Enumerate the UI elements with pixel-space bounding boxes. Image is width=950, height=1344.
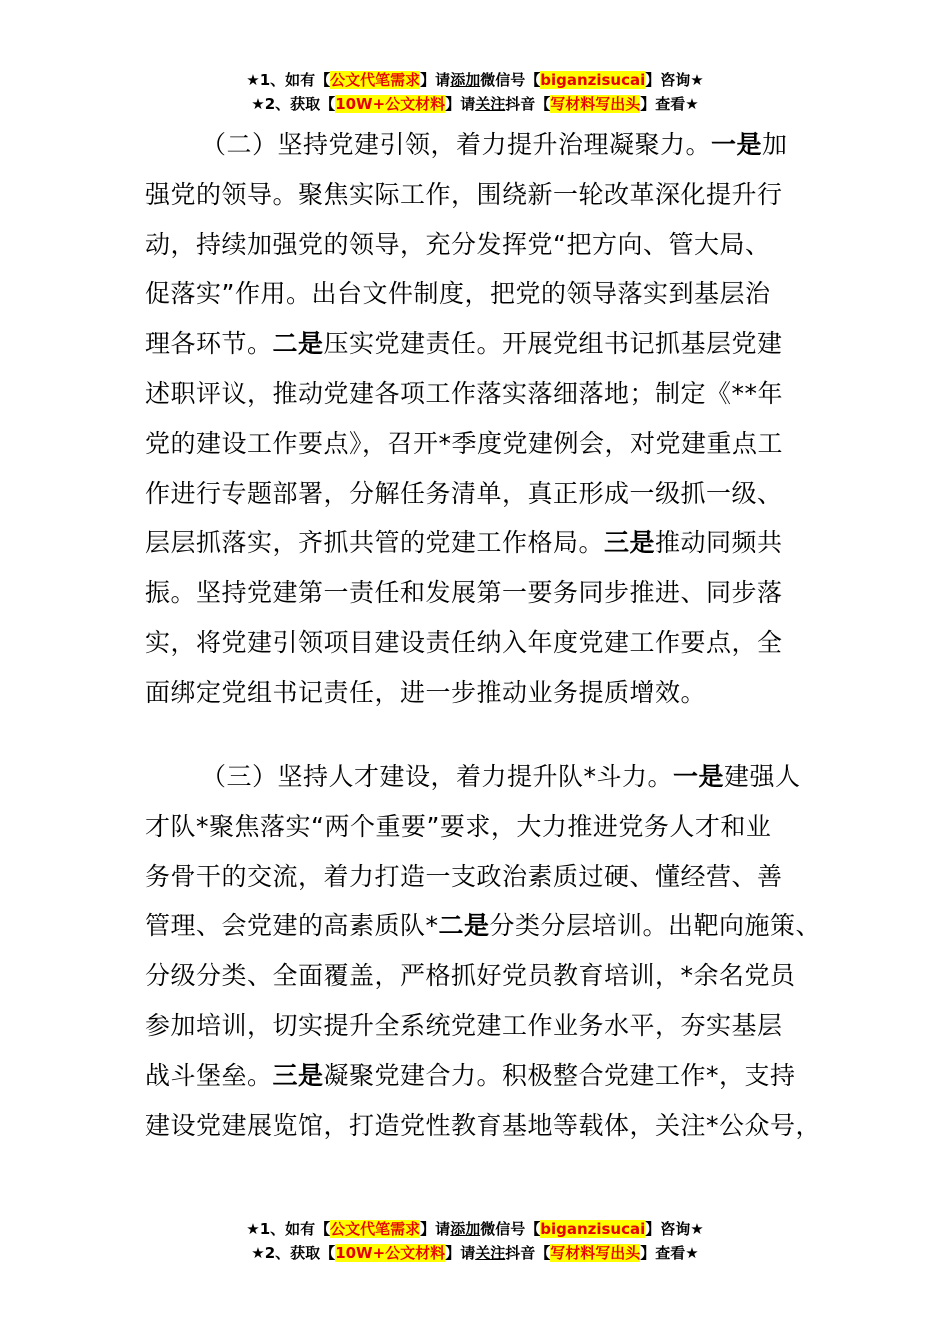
text-run: 动，持续加强党的领导，充分发挥党“把方向、管大局、 xyxy=(145,229,771,259)
text-run: 建设党建展览馆，打造党性教育基地等载体，关注*公众号， xyxy=(145,1110,822,1140)
text-run: 促落实”作用。出台文件制度，把党的领导落实到基层治 xyxy=(145,279,771,309)
text-run: 建强人 xyxy=(724,762,801,791)
text-line xyxy=(145,369,825,419)
highlight-wechat-id: biganzisucai xyxy=(540,71,646,89)
notice-line-1: ★1、如有【公文代笔需求】请添加微信号【biganzisucai】咨询★ xyxy=(246,71,704,89)
text-run: 参加培训，切实提升全系统党建工作业务水平，夯实基层 xyxy=(145,1010,783,1040)
text-run: 实，将党建引领项目建设责任纳入年度党建工作要点，全 xyxy=(145,627,783,657)
emphasis-marker: 三是 xyxy=(272,1060,324,1090)
text-line xyxy=(145,1051,825,1101)
paragraph-party-building xyxy=(145,120,825,718)
text-run: 面绑定党组书记责任，进一步推动业务提质增效。 xyxy=(145,677,707,707)
text-line xyxy=(145,120,825,170)
emphasis-marker: 三是 xyxy=(604,528,656,558)
text-run: 分级分类、全面覆盖，严格抓好党员教育培训，*余名党员 xyxy=(145,961,796,991)
text-run: 加 xyxy=(762,130,788,159)
highlight-douyin: 写材料写出头 xyxy=(550,1244,641,1262)
notice-line-2: ★2、获取【10W+公文材料】请关注抖音【写材料写出头】查看★ xyxy=(251,1244,699,1262)
text-run: 强党的领导。聚焦实际工作，围绕新一轮改革深化提升行 xyxy=(145,179,783,209)
highlight-douyin: 写材料写出头 xyxy=(550,95,641,113)
text-line xyxy=(145,668,825,718)
text-line xyxy=(145,951,825,1001)
text-run: 理各环节。 xyxy=(145,329,273,359)
text-run: 层层抓落实，齐抓共管的党建工作格局。 xyxy=(145,528,605,558)
highlight-wechat-id: biganzisucai xyxy=(540,1220,646,1238)
text-run: （二）坚持党建引领，着力提升治理凝聚力。 xyxy=(201,130,712,159)
text-line xyxy=(145,469,825,519)
highlight-service: 公文代笔需求 xyxy=(330,71,421,89)
text-line xyxy=(145,419,825,469)
text-run: 述职评议，推动党建各项工作落实落细落地；制定《**年 xyxy=(145,378,784,408)
text-run: 推动同频共 xyxy=(655,528,783,558)
text-line xyxy=(145,802,825,852)
text-line xyxy=(145,618,825,668)
text-run: （三）坚持人才建设，着力提升队*斗力。 xyxy=(201,762,674,791)
text-line xyxy=(145,319,825,369)
highlight-service: 公文代笔需求 xyxy=(330,1220,421,1238)
paragraph-talent-building xyxy=(145,752,825,1150)
text-line xyxy=(145,1001,825,1051)
text-line xyxy=(145,518,825,568)
text-line xyxy=(145,752,825,802)
notice-line-2: ★2、获取【10W+公文材料】请关注抖音【写材料写出头】查看★ xyxy=(251,95,699,113)
text-run: 管理、会党建的高素质队* xyxy=(145,911,439,941)
text-run: 凝聚党建合力。积极整合党建工作*，支持 xyxy=(323,1060,796,1090)
text-run: 党的建设工作要点》，召开*季度党建例会，对党建重点工 xyxy=(145,428,784,458)
text-run: 作进行专题部署，分解任务清单，真正形成一级抓一级、 xyxy=(145,478,783,508)
highlight-materials: 10W+公文材料 xyxy=(335,95,446,113)
text-run: 压实党建责任。开展党组书记抓基层党建 xyxy=(323,329,783,359)
emphasis-marker: 一是 xyxy=(673,762,725,791)
text-line xyxy=(145,170,825,220)
emphasis-marker: 二是 xyxy=(438,911,490,941)
emphasis-marker: 二是 xyxy=(272,329,324,359)
footer-notice xyxy=(0,1217,950,1265)
notice-line-1: ★1、如有【公文代笔需求】请添加微信号【biganzisucai】咨询★ xyxy=(246,1220,704,1238)
text-line xyxy=(145,269,825,319)
text-line xyxy=(145,901,825,951)
text-line xyxy=(145,1101,825,1151)
text-line xyxy=(145,220,825,270)
emphasis-marker: 一是 xyxy=(711,130,763,159)
text-run: 战斗堡垒。 xyxy=(145,1060,273,1090)
text-run: 才队*聚焦落实“两个重要”要求，大力推进党务人才和业 xyxy=(145,811,772,841)
header-notice xyxy=(0,68,950,116)
text-run: 务骨干的交流，着力打造一支政治素质过硬、懂经营、善 xyxy=(145,861,783,891)
text-line xyxy=(145,852,825,902)
highlight-materials: 10W+公文材料 xyxy=(335,1244,446,1262)
text-run: 振。坚持党建第一责任和发展第一要务同步推进、同步落 xyxy=(145,578,783,608)
text-line xyxy=(145,568,825,618)
text-run: 分类分层培训。出靶向施策、 xyxy=(489,911,822,941)
